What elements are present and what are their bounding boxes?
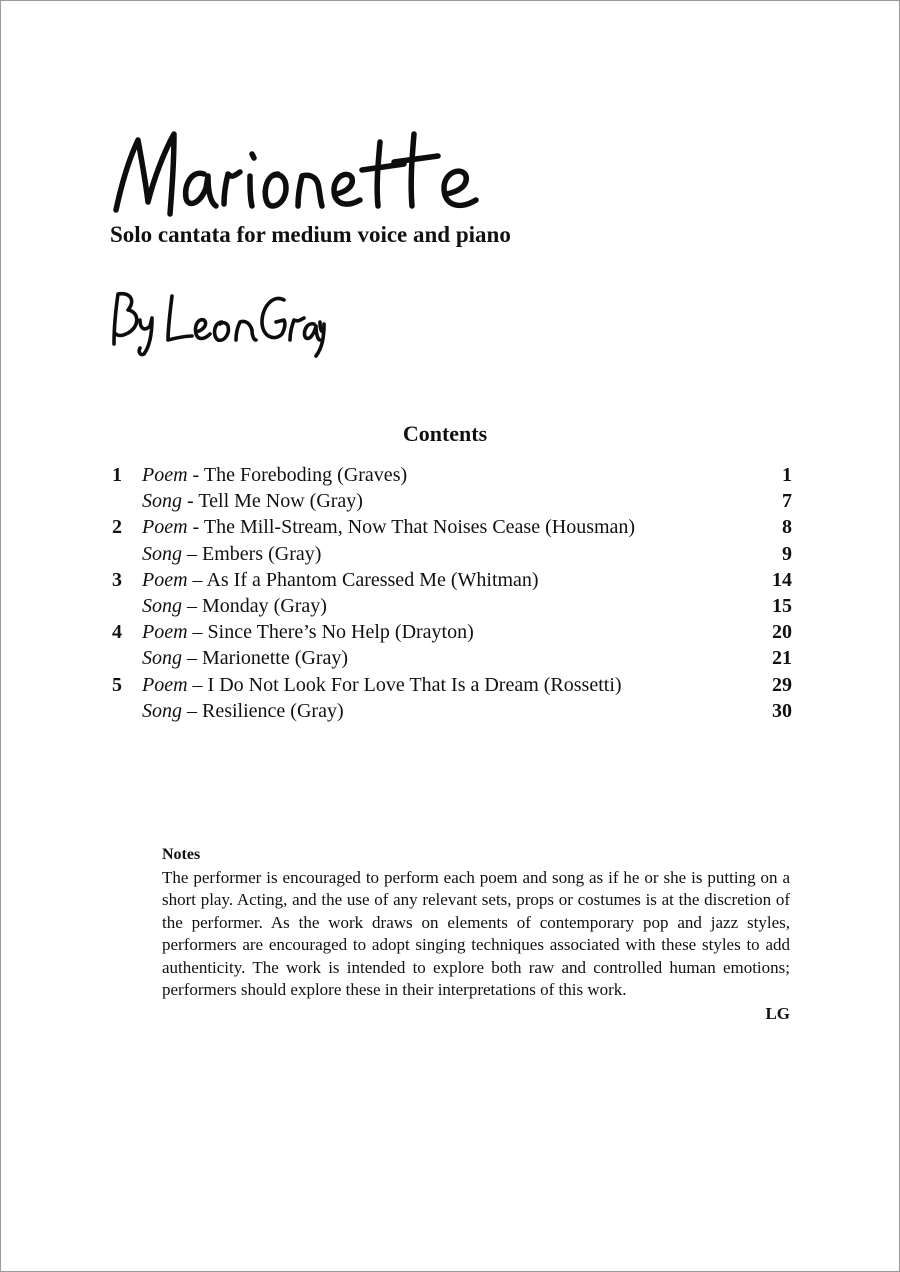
toc-page-number: 7 bbox=[782, 490, 792, 513]
toc-separator: - bbox=[182, 490, 199, 513]
toc-title: Embers (Gray) bbox=[202, 542, 322, 565]
handwritten-title bbox=[108, 112, 528, 222]
toc-title: I Do Not Look For Love That Is a Dream (Rossetti) bbox=[207, 673, 622, 696]
toc-title: Monday (Gray) bbox=[202, 594, 327, 617]
toc-separator: – bbox=[182, 647, 202, 670]
toc-title: Marionette (Gray) bbox=[202, 647, 349, 670]
toc-row bbox=[112, 488, 792, 514]
toc-row bbox=[112, 593, 792, 619]
toc-kind: Song bbox=[142, 647, 182, 670]
toc-number: 2 bbox=[112, 516, 122, 539]
toc-entry bbox=[142, 541, 321, 567]
toc-row bbox=[112, 462, 792, 488]
subtitle: Solo cantata for medium voice and piano bbox=[110, 222, 511, 247]
notes-body: The performer is encouraged to perform each poem and song as if he or she is putting on a short play. Acting, and the use of any relevant sets, props or costumes is at the discretion of the performer. As the work draws on elements of contemporary pop and jazz styles, performers are encouraged to adopt singing techniques associated with these styles to add authenticity. The work is intended to explore both raw and controlled human emotions; performers should explore these in their interpretations of this work. bbox=[162, 867, 790, 999]
toc-row bbox=[112, 698, 792, 724]
toc-separator: – bbox=[182, 594, 202, 617]
toc-number: 5 bbox=[112, 673, 122, 696]
toc-number: 4 bbox=[112, 621, 122, 644]
toc-kind: Poem bbox=[142, 516, 188, 539]
toc-separator: – bbox=[187, 673, 208, 696]
toc-kind: Poem bbox=[142, 464, 188, 486]
toc-row bbox=[112, 514, 792, 540]
toc-title: The Foreboding (Graves) bbox=[203, 464, 408, 486]
toc-entry bbox=[142, 567, 539, 593]
toc-kind: Poem bbox=[142, 673, 188, 696]
toc-number: 1 bbox=[112, 464, 122, 486]
toc-title: Tell Me Now (Gray) bbox=[198, 490, 363, 513]
notes-signature: LG bbox=[765, 1003, 790, 1023]
toc-page-number: 29 bbox=[772, 673, 792, 696]
contents-heading: Contents bbox=[402, 421, 488, 446]
toc-row bbox=[112, 541, 792, 567]
toc-entry bbox=[142, 514, 635, 540]
toc-separator: – bbox=[182, 699, 202, 722]
toc-kind: Song bbox=[142, 542, 182, 565]
toc-page-number: 9 bbox=[782, 542, 792, 565]
toc-page-number: 21 bbox=[772, 647, 792, 670]
toc-entry bbox=[142, 593, 327, 619]
toc-page-number: 30 bbox=[772, 699, 792, 722]
toc-kind: Poem bbox=[142, 621, 188, 644]
toc-page-number: 8 bbox=[782, 516, 792, 539]
toc-separator: – bbox=[187, 568, 207, 591]
toc-page-number: 14 bbox=[772, 568, 792, 591]
handwritten-byline bbox=[106, 286, 326, 358]
table-of-contents bbox=[112, 462, 792, 724]
toc-entry bbox=[142, 488, 363, 514]
notes-heading: Notes bbox=[162, 846, 201, 863]
toc-kind: Song bbox=[142, 594, 182, 617]
toc-separator: – bbox=[187, 621, 208, 644]
toc-page-number: 20 bbox=[772, 621, 792, 644]
toc-row bbox=[112, 672, 792, 698]
toc-entry bbox=[142, 645, 348, 671]
toc-kind: Song bbox=[142, 699, 182, 722]
toc-separator: – bbox=[182, 542, 202, 565]
toc-kind: Song bbox=[142, 490, 182, 513]
toc-kind: Poem bbox=[142, 568, 188, 591]
notes-section bbox=[162, 844, 790, 1025]
toc-entry bbox=[142, 462, 407, 488]
toc-separator: - bbox=[187, 516, 204, 539]
toc-entry bbox=[142, 672, 622, 698]
toc-title: Resilience (Gray) bbox=[202, 699, 344, 722]
toc-number: 3 bbox=[112, 568, 122, 591]
toc-row bbox=[112, 619, 792, 645]
toc-title: The Mill-Stream, Now That Noises Cease (Housman) bbox=[203, 516, 636, 539]
toc-page-number: 1 bbox=[782, 464, 792, 486]
toc-entry bbox=[142, 698, 344, 724]
toc-row bbox=[112, 645, 792, 671]
toc-page-number: 15 bbox=[772, 594, 792, 617]
toc-separator: - bbox=[187, 464, 204, 486]
toc-entry bbox=[142, 619, 474, 645]
toc-title: As If a Phantom Caressed Me (Whitman) bbox=[206, 568, 539, 591]
toc-row bbox=[112, 567, 792, 593]
toc-title: Since There’s No Help (Drayton) bbox=[207, 621, 474, 644]
